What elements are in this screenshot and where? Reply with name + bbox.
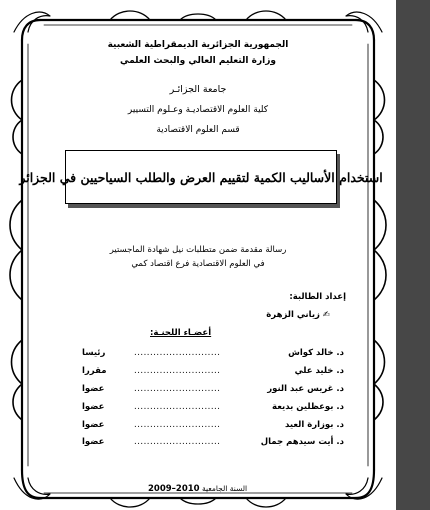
member-name: د. غريس عبد النور: [267, 384, 344, 394]
member-role: عضوا: [82, 384, 105, 394]
member-dots: ...........................: [134, 402, 221, 412]
member-name: د. أيت سيدهم جمال: [260, 437, 344, 447]
academic-year-label: السنة الجامعية: [201, 484, 248, 493]
pen-icon: ✍: [322, 310, 330, 320]
member-dots: ...........................: [134, 420, 221, 430]
thesis-subtitle-line2: في العلوم الاقتصادية فرع اقتصاد كمي: [131, 259, 265, 269]
committee-member: [82, 366, 344, 380]
department-name: قسم العلوم الاقتصادية: [156, 125, 240, 135]
member-role: رئيسا: [82, 348, 106, 358]
faculty-name: كلية العلوم الاقتصاديـة وعـلوم التسيير: [127, 105, 269, 115]
viewer-background-strip: [396, 0, 430, 510]
ministry-name: وزارة التعليم العالي والبحث العلمي: [119, 56, 277, 66]
member-name: د. بوعظلين بديعة: [272, 402, 344, 412]
thesis-title-box: [19, 150, 383, 204]
university-name: جامعة الجزائـر: [169, 84, 227, 95]
republic-name: الجمهورية الجزائرية الديمقراطية الشعبية: [107, 40, 289, 50]
committee-member: [82, 437, 344, 451]
committee-member: [82, 348, 344, 362]
academic-year-value: 2009–2010: [148, 484, 200, 494]
member-role: عضوا: [82, 402, 105, 412]
member-role: عضوا: [82, 437, 105, 447]
member-dots: ...........................: [134, 348, 221, 358]
member-dots: ...........................: [134, 384, 221, 394]
thesis-subtitle-line1: رسالة مقدمة ضمن متطلبات نيل شهادة الماجستير: [109, 245, 287, 255]
thesis-title: استخدام الأساليب الكمية لتقييم العرض والطلب السياحيين في الجزائر: [19, 169, 383, 185]
member-name: د. خالد كواش: [288, 348, 344, 358]
member-role: عضوا: [82, 420, 105, 430]
member-name: د. بوزارة العيد: [284, 420, 344, 430]
academic-year: [148, 484, 247, 494]
committee-label: أعضـاء اللجنـة:: [150, 328, 212, 338]
student-name: [266, 310, 330, 320]
committee-member: [82, 384, 344, 398]
committee-member: [82, 402, 344, 416]
committee-member: [82, 420, 344, 434]
member-dots: ...........................: [134, 437, 221, 447]
member-name: د. خليد علي: [294, 366, 344, 376]
member-role: مقررا: [82, 366, 107, 376]
student-label: إعداد الطالبة:: [289, 292, 346, 302]
member-dots: ...........................: [134, 366, 221, 376]
student-name-text: زياني الزهرة: [266, 310, 320, 320]
